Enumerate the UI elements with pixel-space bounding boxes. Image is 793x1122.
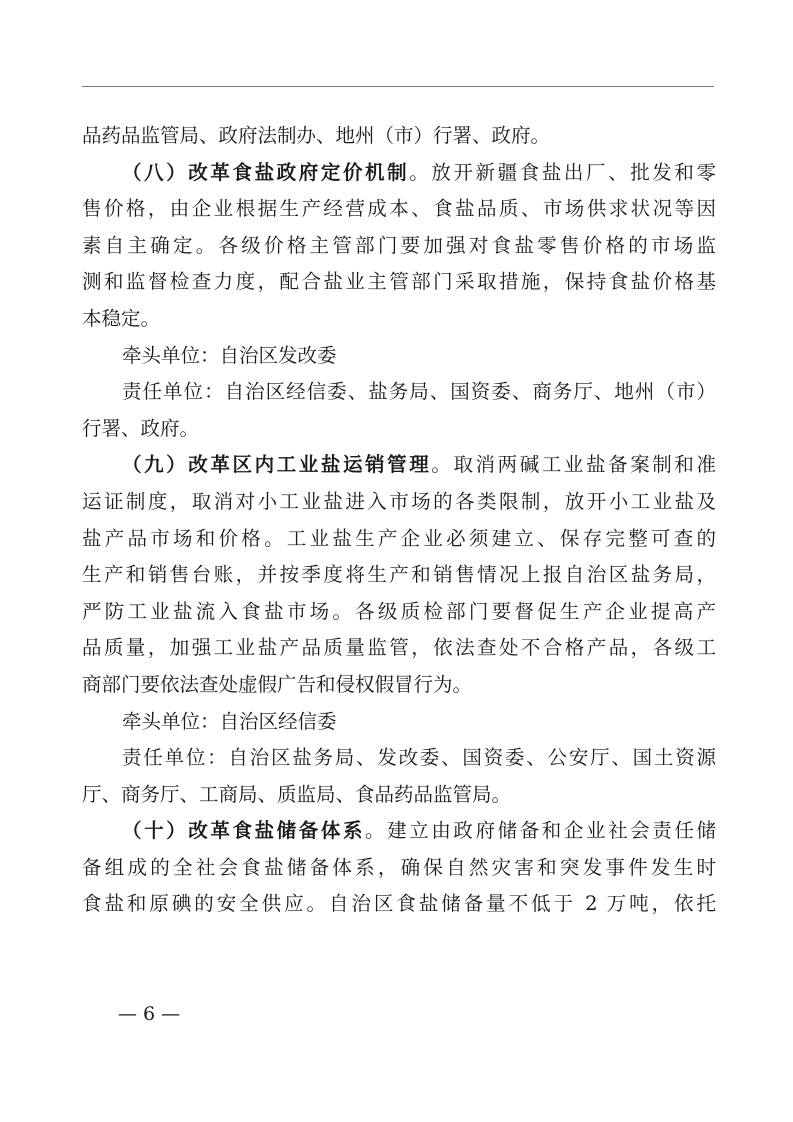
text-line: [82, 191, 716, 228]
line-text: 售价格，由企业根据生产经营成本、食盐品质、市场供求状况等因: [82, 197, 716, 221]
text-line: [82, 228, 716, 265]
line-text: 品药品监管局、政府法制办、地州（市）行署、政府。: [82, 124, 551, 147]
line-text: 本稳定。: [82, 306, 161, 330]
text-line: [82, 484, 716, 521]
line-text: 牵头单位：自治区经信委: [122, 709, 337, 733]
text-line: [82, 447, 716, 484]
line-text: 。放开新疆食盐出厂、批发和零: [409, 160, 716, 184]
text-line: [82, 301, 716, 338]
text-line: [82, 630, 716, 667]
text-line: [82, 886, 716, 923]
text-line: [82, 850, 716, 887]
line-text: 盐产品市场和价格。工业盐生产企业必须建立、保存完整可查的: [82, 526, 716, 550]
section-heading: （十）改革食盐储备体系: [122, 819, 366, 843]
text-line: [82, 667, 716, 704]
line-text: 品质量，加强工业盐产品质量监管，依法查处不合格产品，各级工: [82, 636, 716, 660]
line-text: 责任单位：自治区经信委、盐务局、国资委、商务厅、地州（市）: [122, 380, 716, 404]
line-text: 。建立由政府储备和企业社会责任储: [365, 819, 716, 843]
line-text: 食盐和原碘的安全供应。自治区食盐储备量不低于 2 万吨，依托: [82, 892, 716, 916]
text-line: [82, 264, 716, 301]
text-line: [82, 338, 716, 375]
section-heading: （八）改革食盐政府定价机制: [122, 160, 410, 184]
text-line: [82, 740, 716, 777]
line-text: 。取消两碱工业盐备案制和准: [431, 453, 716, 477]
line-text: 测和监督检查力度，配合盐业主管部门采取措施，保持食盐价格基: [82, 270, 716, 294]
line-text: 行署、政府。: [82, 416, 200, 440]
line-text: 备组成的全社会食盐储备体系，确保自然灾害和突发事件发生时: [82, 855, 716, 879]
header-rule: [82, 86, 714, 87]
line-text: 厅、商务厅、工商局、质监局、食品药品监管局。: [82, 782, 512, 806]
section-heading: （九）改革区内工业盐运销管理: [122, 453, 432, 477]
text-line: [82, 704, 716, 741]
line-text: 责任单位：自治区盐务局、发改委、国资委、公安厅、国土资源: [122, 746, 716, 770]
page-number: — 6 —: [118, 1003, 181, 1025]
text-line: [82, 374, 716, 411]
text-line: [82, 777, 716, 814]
line-text: 商部门要依法查处虚假广告和侵权假冒行为。: [82, 672, 473, 696]
text-line: [82, 155, 716, 192]
text-line: [82, 813, 716, 850]
text-line: [82, 118, 716, 155]
text-line: [82, 557, 716, 594]
line-text: 素自主确定。各级价格主管部门要加强对食盐零售价格的市场监: [82, 233, 716, 257]
line-text: 牵头单位：自治区发改委: [122, 343, 337, 367]
line-text: 严防工业盐流入食盐市场。各级质检部门要督促生产企业提高产: [82, 599, 716, 623]
line-text: 运证制度，取消对小工业盐进入市场的各类限制，放开小工业盐及: [82, 489, 716, 513]
text-line: [82, 411, 716, 448]
text-line: [82, 594, 716, 631]
document-body: [82, 118, 716, 923]
text-line: [82, 521, 716, 558]
line-text: 生产和销售台账，并按季度将生产和销售情况上报自治区盐务局，: [82, 563, 716, 587]
